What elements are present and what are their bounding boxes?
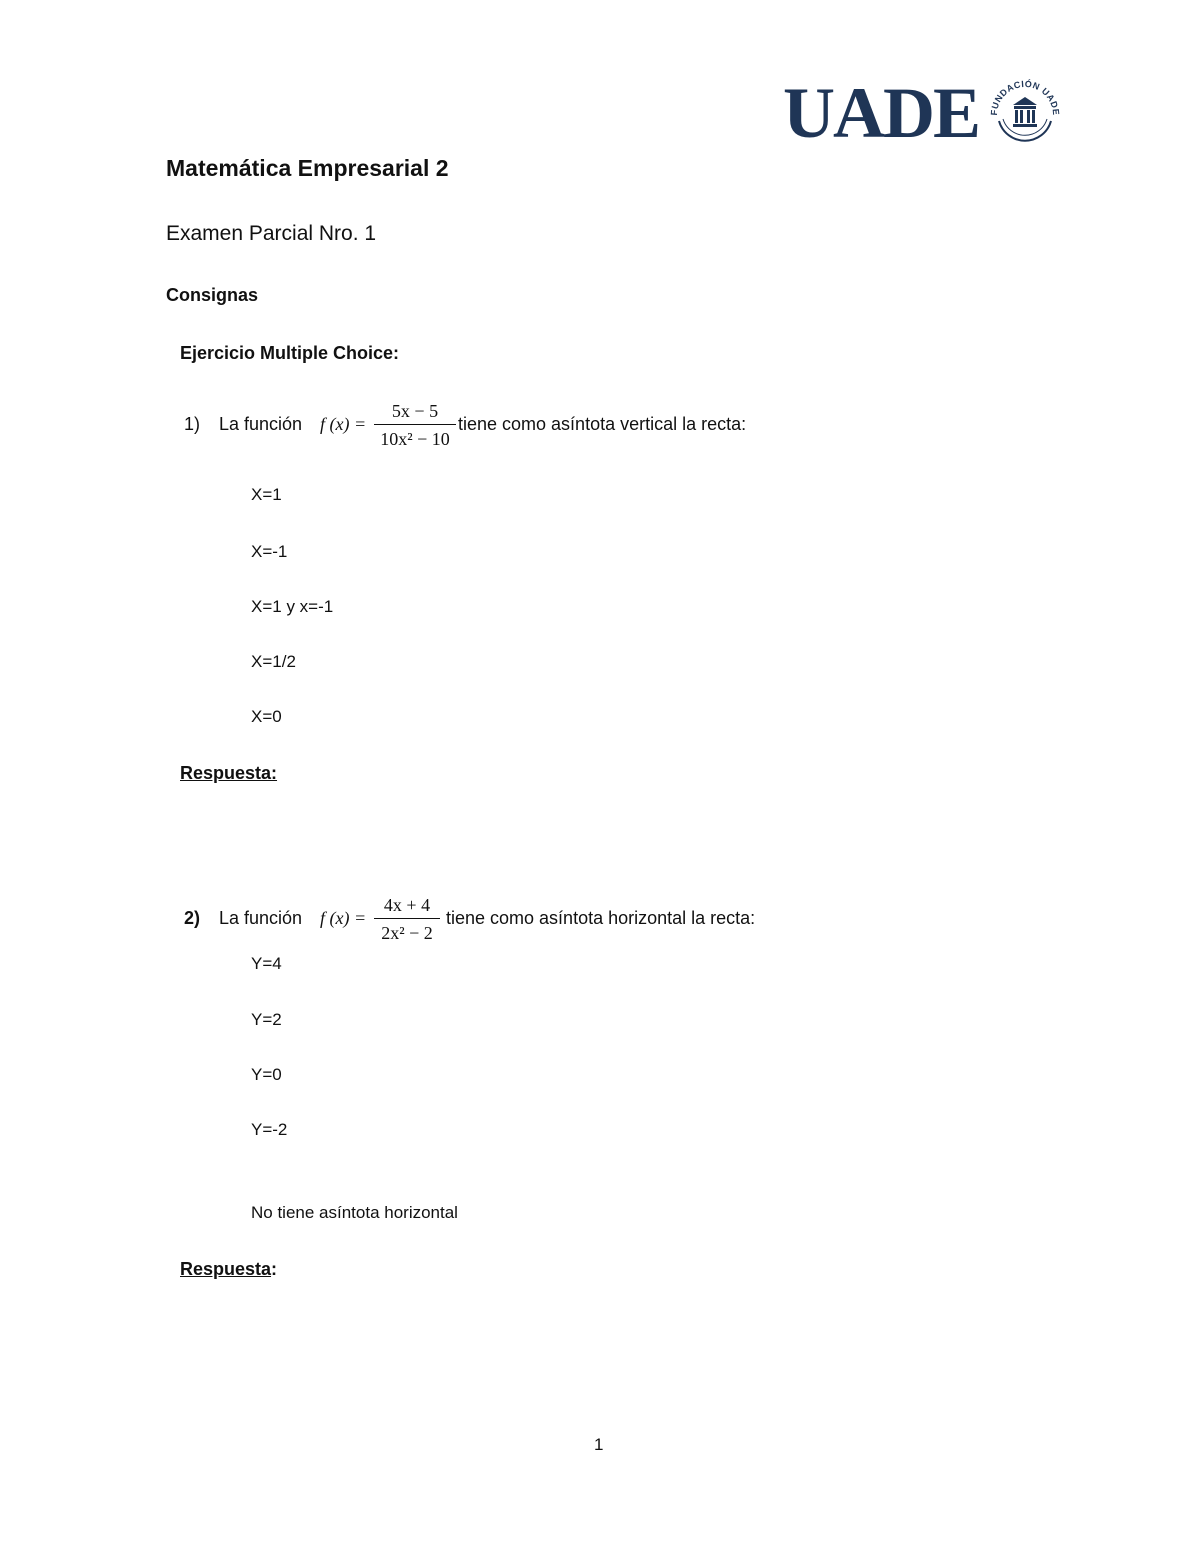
q1-fraction-bar [374,424,456,425]
q2-prefix: La función [219,908,303,928]
q2-number: 2) [184,908,201,928]
document-subtitle: Examen Parcial Nro. 1 [166,222,377,245]
document-title: Matemática Empresarial 2 [166,155,449,181]
q2-answer-label: Respuesta: [180,1259,278,1279]
q1-answer-label: Respuesta: [180,763,278,783]
q1-denominator: 10x² − 10 [380,429,450,449]
q1-prefix: La función [219,414,303,434]
q2-option: Y=2 [251,1010,282,1029]
svg-text:FUNDACIÓN UADE: FUNDACIÓN UADE [988,78,1062,116]
page-number: 1 [594,1435,604,1454]
q2-option: No tiene asíntota horizontal [251,1203,458,1222]
q2-function-lhs: f (x) = [320,908,367,928]
q2-option: Y=0 [251,1065,282,1084]
q2-option: Y=-2 [251,1120,288,1139]
q1-option: X=1 y x=-1 [251,597,334,616]
q2-option: Y=4 [251,954,282,973]
q2-denominator: 2x² − 2 [381,923,433,943]
section-heading: Consignas [166,285,259,305]
q2-suffix: tiene como asíntota horizontal la recta: [446,908,756,928]
q2-fraction [374,894,440,944]
logo-wordmark: UADE [783,73,980,153]
uade-logo [783,73,1063,153]
q1-number: 1) [184,414,201,434]
exercise-heading: Ejercicio Multiple Choice: [180,343,400,363]
q1-option: X=-1 [251,542,288,561]
q2-numerator: 4x + 4 [383,895,431,915]
q1-numerator: 5x − 5 [391,401,439,421]
q1-fraction [374,400,456,450]
q1-option: X=0 [251,707,282,726]
fundacion-seal-icon [987,75,1063,151]
q2-fraction-bar [374,918,440,919]
q1-suffix: tiene como asíntota vertical la recta: [458,414,747,434]
q1-function-lhs: f (x) = [320,414,367,434]
q1-option: X=1 [251,485,282,504]
q1-option: X=1/2 [251,652,296,671]
